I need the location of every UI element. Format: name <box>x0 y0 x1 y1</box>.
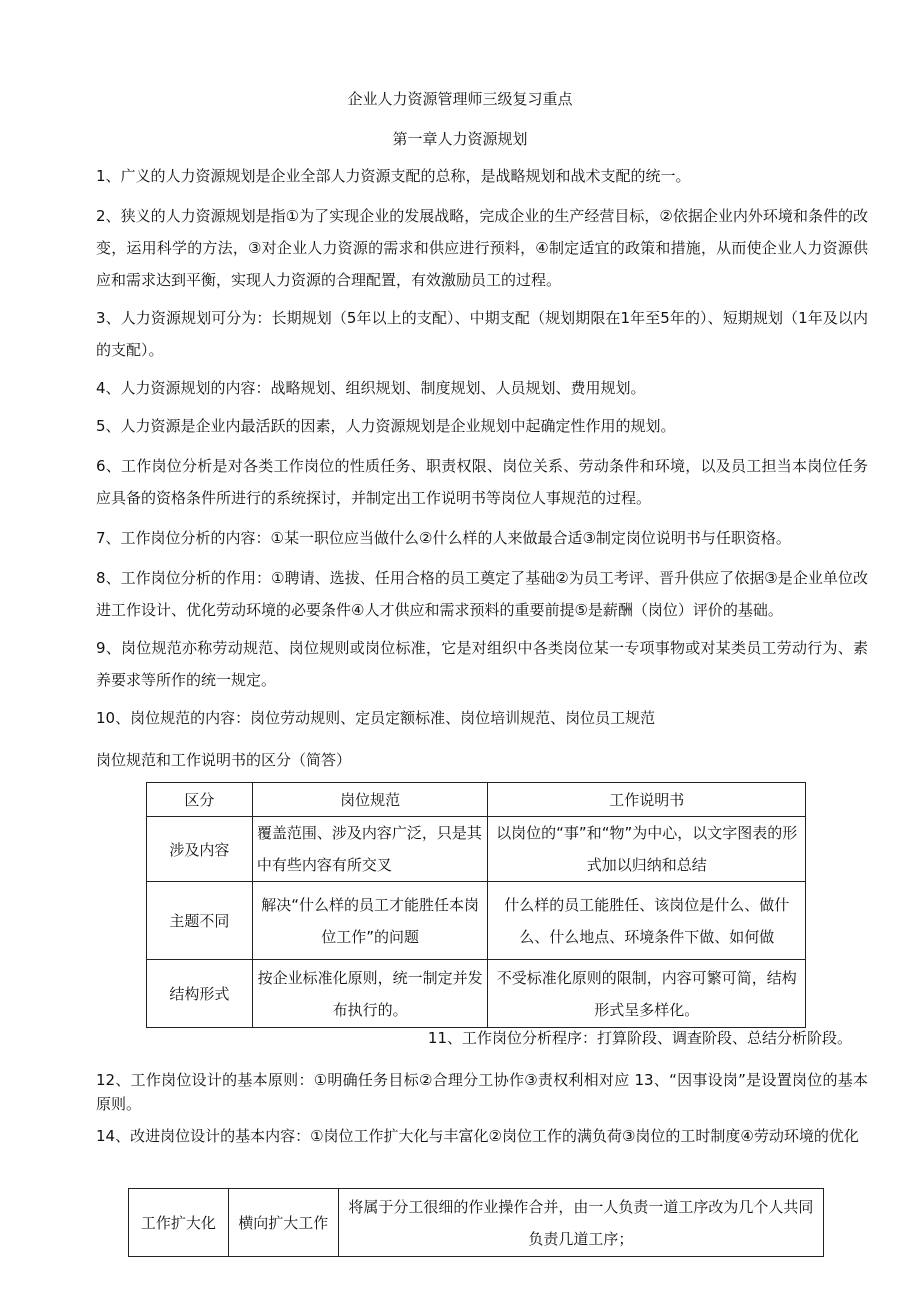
table-cell: 结构形式 <box>147 960 253 1028</box>
table-cell: 以岗位的“事”和“物”为中心，以文字图表的形式加以归纳和总结 <box>488 817 806 882</box>
paragraph-14: 14、改进岗位设计的基本内容：①岗位工作扩大化与丰富化②岗位工作的满负荷③岗位的工时制度④劳动环境的优化 <box>96 1127 859 1145</box>
paragraph-12: 12、工作岗位设计的基本原则：①明确任务目标②合理分工协作③责权利相对应 13、“因事设岗”是设置岗位的基本原则。 <box>96 1071 868 1113</box>
enlarge-table <box>128 1188 824 1257</box>
compare-heading: 岗位规范和工作说明书的区分（简答） <box>96 751 352 769</box>
table-header: 区分 <box>147 783 253 817</box>
table-row <box>147 960 806 1028</box>
table-cell: 覆盖范围、涉及内容广泛，只是其中有些内容有所交叉 <box>252 817 488 882</box>
paragraph-11: 11、工作岗位分析程序：打算阶段、调查阶段、总结分析阶段。 <box>427 1029 852 1047</box>
table-header: 岗位规范 <box>252 783 488 817</box>
table-cell: 工作扩大化 <box>129 1189 229 1257</box>
chapter-title: 第一章人力资源规划 <box>392 130 528 148</box>
paragraph-3: 3、人力资源规划可分为：长期规划（5年以上的支配）、中期支配（规划期限在1年至5年的）、短期规划（1年及以内的支配）。 <box>96 309 868 359</box>
table-cell: 按企业标准化原则，统一制定并发布执行的。 <box>252 960 488 1028</box>
table-cell: 涉及内容 <box>147 817 253 882</box>
doc-title: 企业人力资源管理师三级复习重点 <box>347 90 573 108</box>
table-header-row <box>147 783 806 817</box>
paragraph-1: 1、广义的人力资源规划是企业全部人力资源支配的总称，是战略规划和战术支配的统一。 <box>96 167 691 185</box>
paragraph-7: 7、工作岗位分析的内容：①某一职位应当做什么②什么样的人来做最合适③制定岗位说明书与任职资格。 <box>96 529 791 547</box>
compare-table <box>146 782 806 1028</box>
table-row <box>147 817 806 882</box>
paragraph-4: 4、人力资源规划的内容：战略规划、组织规划、制度规划、人员规划、费用规划。 <box>96 379 646 397</box>
table-cell: 横向扩大工作 <box>228 1189 338 1257</box>
paragraph-8: 8、工作岗位分析的作用：①聘请、选拔、任用合格的员工奠定了基础②为员工考评、晋升供应了依据③是企业单位改进工作设计、优化劳动环境的必要条件④人才供应和需求预料的重要前提⑤是薪酬（岗位）评价的基础。 <box>96 569 868 619</box>
table-cell: 什么样的员工能胜任、该岗位是什么、做什么、什么地点、环境条件下做、如何做 <box>488 882 806 960</box>
table-cell: 不受标准化原则的限制，内容可繁可简，结构形式呈多样化。 <box>488 960 806 1028</box>
table-header: 工作说明书 <box>488 783 806 817</box>
paragraph-6: 6、工作岗位分析是对各类工作岗位的性质任务、职责权限、岗位关系、劳动条件和环境，以及员工担当本岗位任务应具备的资格条件所进行的系统探讨，并制定出工作说明书等岗位人事规范的过程。 <box>96 457 868 507</box>
paragraph-9: 9、岗位规范亦称劳动规范、岗位规则或岗位标准，它是对组织中各类岗位某一专项事物或对某类员工劳动行为、素养要求等所作的统一规定。 <box>96 639 868 689</box>
table-cell: 解决“什么样的员工才能胜任本岗位工作”的问题 <box>252 882 488 960</box>
paragraph-10: 10、岗位规范的内容：岗位劳动规则、定员定额标准、岗位培训规范、岗位员工规范 <box>96 709 656 727</box>
table-row <box>129 1189 824 1257</box>
paragraph-2: 2、狭义的人力资源规划是指①为了实现企业的发展战略，完成企业的生产经营目标，②依据企业内外环境和条件的改变，运用科学的方法，③对企业人力资源的需求和供应进行预料，④制定适宜的政策和措施，从而使企业人力资源供应和需求达到平衡，实现人力资源的合理配置，有效激励员工的过程。 <box>96 207 868 289</box>
table-cell: 将属于分工很细的作业操作合并，由一人负责一道工序改为几个人共同负责几道工序； <box>338 1189 823 1257</box>
paragraph-5: 5、人力资源是企业内最活跃的因素，人力资源规划是企业规划中起确定性作用的规划。 <box>96 417 676 435</box>
table-row <box>147 882 806 960</box>
table-cell: 主题不同 <box>147 882 253 960</box>
